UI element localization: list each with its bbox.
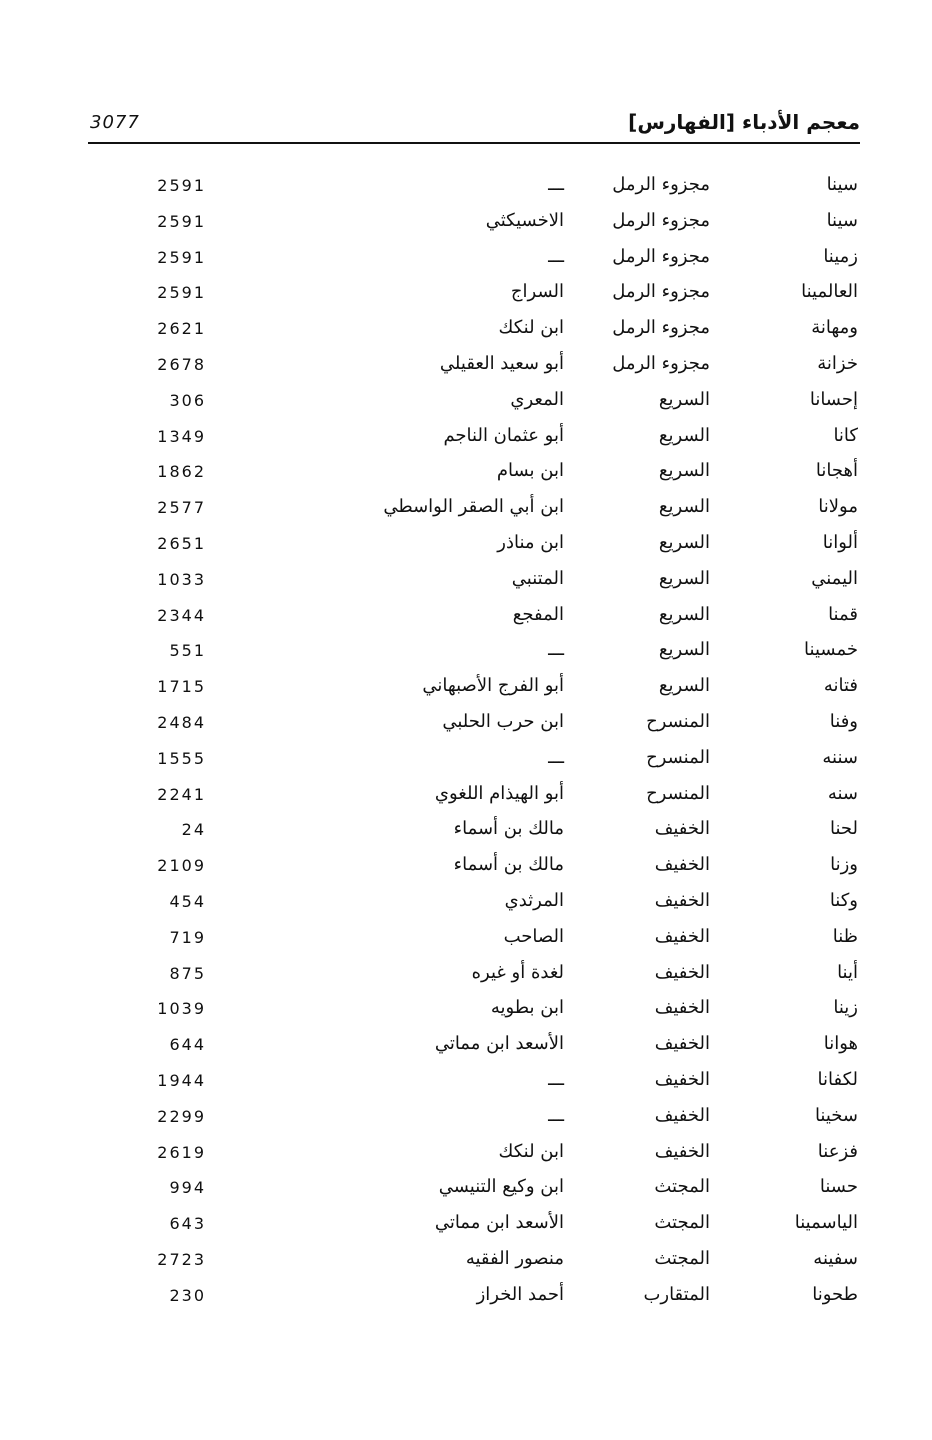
poet-name: المفجع [512, 603, 564, 625]
page-reference: 994 [169, 1178, 206, 1198]
page-reference: 2299 [157, 1106, 206, 1126]
page-reference: 1555 [157, 748, 206, 768]
page-reference: 643 [169, 1214, 206, 1234]
rhyme-word: سينا [826, 209, 858, 231]
poet-name: ابن بسام [496, 460, 564, 482]
poet-name: مالك بن أسماء [453, 854, 564, 876]
meter-name: السريع [658, 639, 710, 661]
index-row [0, 1101, 932, 1137]
page-reference: 2241 [157, 784, 206, 804]
page-reference: 2591 [157, 283, 206, 303]
page-reference: 1033 [157, 569, 206, 589]
meter-name: الخفيف [654, 1033, 710, 1055]
rhyme-word: سننه [822, 746, 858, 768]
index-row [0, 1208, 932, 1244]
page-reference: 719 [169, 927, 206, 947]
index-row [0, 313, 932, 349]
index-row [0, 277, 932, 313]
page-reference: 2591 [157, 211, 206, 231]
page-reference: 2344 [157, 605, 206, 625]
meter-name: مجزوء الرمل [612, 245, 710, 267]
meter-name: مجزوء الرمل [612, 317, 710, 339]
meter-name: الخفيف [654, 854, 710, 876]
page-reference: 2723 [157, 1249, 206, 1269]
index-row [0, 635, 932, 671]
rhyme-word: طحونا [812, 1283, 858, 1305]
meter-name: المتقارب [643, 1283, 710, 1305]
page-reference: 2109 [157, 856, 206, 876]
meter-name: المجتث [654, 1212, 710, 1234]
index-row [0, 600, 932, 636]
poet-name: ـــ [548, 639, 564, 661]
rhyme-word: كانا [833, 424, 858, 446]
rhyme-word: أهجانا [815, 460, 858, 482]
page-number: 3077 [90, 112, 140, 133]
index-row [0, 564, 932, 600]
index-row [0, 743, 932, 779]
meter-name: مجزوء الرمل [612, 209, 710, 231]
page-reference: 2591 [157, 176, 206, 195]
index-row [0, 242, 932, 278]
poet-name: ابن بطويه [490, 997, 564, 1019]
poet-name: ابن مناذر [497, 531, 564, 553]
index-row [0, 993, 932, 1029]
meter-name: الخفيف [654, 889, 710, 911]
rhyme-word: مولانا [818, 496, 858, 518]
index-row [0, 528, 932, 564]
page-reference: 454 [169, 891, 206, 911]
meter-name: مجزوء الرمل [612, 174, 710, 195]
meter-name: المجتث [654, 1176, 710, 1198]
rhyme-word: خمسينا [804, 639, 858, 661]
poet-name: أحمد الخراز [476, 1283, 564, 1305]
meter-name: مجزوء الرمل [612, 352, 710, 374]
index-row [0, 492, 932, 528]
poet-name: الأسعد ابن مماتي [434, 1033, 564, 1055]
page-header [88, 108, 860, 144]
rhyme-word: لحنا [829, 818, 858, 840]
poet-name: أبو الفرج الأصبهاني [422, 675, 564, 697]
rhyme-word: إحسانا [809, 388, 858, 410]
poet-name: المرثدي [504, 889, 564, 911]
rhyme-word: فتانه [823, 675, 858, 697]
poet-name: أبو الهيذام اللغوي [434, 782, 564, 804]
poet-name: المعري [510, 388, 564, 410]
meter-name: الخفيف [654, 961, 710, 983]
meter-name: السريع [658, 496, 710, 518]
rhyme-word: سفينه [813, 1247, 858, 1269]
poet-name: السراج [510, 281, 564, 303]
poet-name: المتنبي [511, 567, 564, 589]
book-title: معجم الأدباء [الفهارس] [628, 110, 860, 134]
poet-name: ـــ [548, 174, 564, 195]
meter-name: الخفيف [654, 997, 710, 1019]
page-reference: 875 [169, 963, 206, 983]
index-row [0, 1172, 932, 1208]
rhyme-word: وفنا [829, 710, 858, 732]
index-table [0, 170, 932, 1316]
page-reference: 644 [169, 1035, 206, 1055]
index-row [0, 958, 932, 994]
index-row [0, 456, 932, 492]
rhyme-word: لكفانا [817, 1068, 858, 1090]
poet-name: الاخسيكثي [485, 209, 564, 231]
index-row [0, 1029, 932, 1065]
meter-name: الخفيف [654, 925, 710, 947]
page-reference: 1715 [157, 677, 206, 697]
rhyme-word: زمينا [823, 245, 858, 267]
poet-name: ـــ [548, 1068, 564, 1090]
rhyme-word: ألوانا [822, 531, 858, 553]
poet-name: ابن لنكك [498, 1140, 564, 1162]
page-reference: 1862 [157, 462, 206, 482]
rhyme-word: سخينا [814, 1104, 858, 1126]
meter-name: المنسرح [646, 746, 710, 768]
rhyme-word: اليمني [811, 567, 858, 589]
rhyme-word: العالمينا [801, 281, 858, 303]
poet-name: الأسعد ابن مماتي [434, 1212, 564, 1234]
index-row [0, 1280, 932, 1316]
poet-name: أبو عثمان الناجم [443, 424, 564, 446]
page-reference: 2678 [157, 354, 206, 374]
rhyme-word: قمنا [828, 603, 858, 625]
index-row [0, 1244, 932, 1280]
rhyme-word: سنه [827, 782, 858, 804]
index-row [0, 886, 932, 922]
meter-name: السريع [658, 567, 710, 589]
poet-name: ـــ [548, 746, 564, 768]
meter-name: الخفيف [654, 818, 710, 840]
meter-name: السريع [658, 424, 710, 446]
index-row [0, 206, 932, 242]
page-reference: 1039 [157, 999, 206, 1019]
poet-name: مالك بن أسماء [453, 818, 564, 840]
rhyme-word: زينا [833, 997, 858, 1019]
meter-name: المنسرح [646, 782, 710, 804]
poet-name: ابن حرب الحلبي [442, 710, 564, 732]
meter-name: السريع [658, 531, 710, 553]
page-reference: 2619 [157, 1142, 206, 1162]
rhyme-word: خزانة [817, 352, 858, 374]
index-row [0, 922, 932, 958]
poet-name: ـــ [548, 1104, 564, 1126]
meter-name: السريع [658, 675, 710, 697]
meter-name: السريع [658, 388, 710, 410]
meter-name: مجزوء الرمل [612, 281, 710, 303]
rhyme-word: وكنا [829, 889, 858, 911]
rhyme-word: حسنا [819, 1176, 858, 1198]
page-reference: 230 [169, 1285, 206, 1305]
rhyme-word: سينا [826, 174, 858, 195]
meter-name: المجتث [654, 1247, 710, 1269]
poet-name: الصاحب [503, 925, 564, 947]
index-row [0, 421, 932, 457]
index-row [0, 779, 932, 815]
page-reference: 24 [181, 820, 206, 840]
meter-name: الخفيف [654, 1068, 710, 1090]
rhyme-word: ظنا [832, 925, 858, 947]
meter-name: الخفيف [654, 1140, 710, 1162]
poet-name: ابن لنكك [498, 317, 564, 339]
meter-name: السريع [658, 603, 710, 625]
rhyme-word: ومهانة [811, 317, 858, 339]
rhyme-word: فزعنا [817, 1140, 858, 1162]
poet-name: ابن أبي الصقر الواسطي [383, 496, 564, 518]
page-reference: 551 [169, 641, 206, 661]
page-reference: 306 [169, 390, 206, 410]
poet-name: أبو سعيد العقيلي [439, 352, 564, 374]
poet-name: منصور الفقيه [465, 1247, 564, 1269]
index-row [0, 814, 932, 850]
rhyme-word: الياسمينا [794, 1212, 858, 1234]
page-reference: 2651 [157, 533, 206, 553]
meter-name: الخفيف [654, 1104, 710, 1126]
page-reference: 2621 [157, 319, 206, 339]
page-reference: 2591 [157, 247, 206, 267]
page-reference: 2484 [157, 712, 206, 732]
index-row [0, 671, 932, 707]
poet-name: لغدة أو غيره [471, 961, 564, 983]
rhyme-word: وزنا [830, 854, 858, 876]
index-row [0, 850, 932, 886]
index-row [0, 170, 932, 206]
index-row [0, 1065, 932, 1101]
meter-name: المنسرح [646, 710, 710, 732]
index-row [0, 385, 932, 421]
index-row [0, 1137, 932, 1173]
poet-name: ابن وكيع التنيسي [438, 1176, 564, 1198]
page-reference: 2577 [157, 498, 206, 518]
index-row [0, 707, 932, 743]
page-reference: 1349 [157, 426, 206, 446]
poet-name: ـــ [548, 245, 564, 267]
index-row [0, 349, 932, 385]
meter-name: السريع [658, 460, 710, 482]
page-reference: 1944 [157, 1070, 206, 1090]
rhyme-word: هوانا [823, 1033, 858, 1055]
rhyme-word: أينا [837, 961, 858, 983]
